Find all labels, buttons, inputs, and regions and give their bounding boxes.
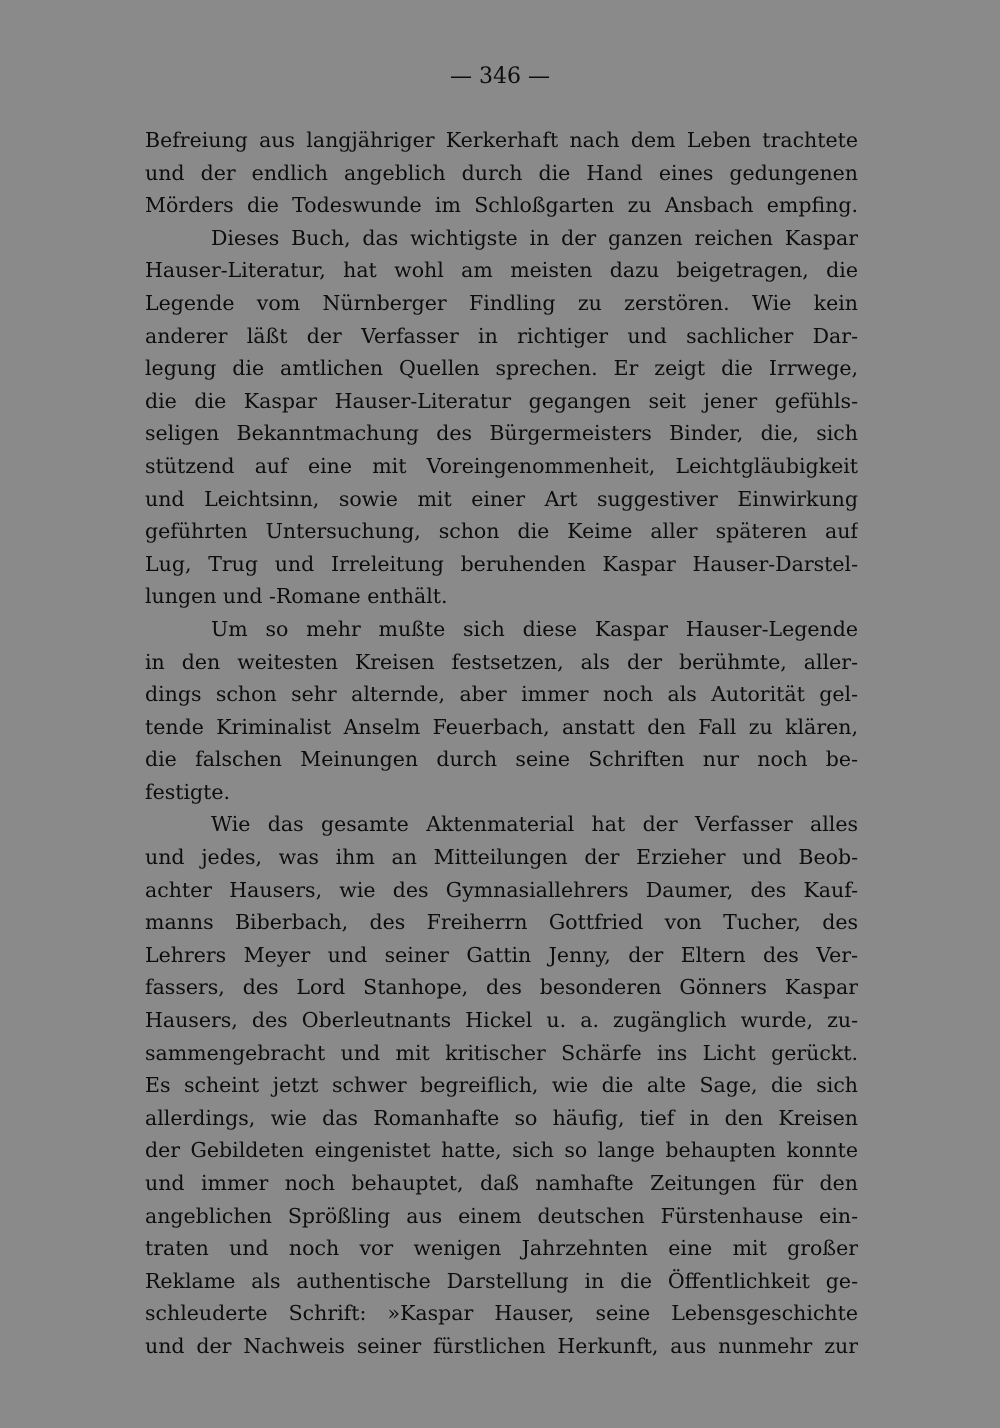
- text-line: Lehrers Meyer und seiner Gattin Jenny, der Eltern des Ver-: [145, 942, 858, 967]
- text-line: Lug, Trug und Irreleitung beruhenden Kaspar Hauser-Darstel-: [145, 551, 858, 576]
- text-line: Um so mehr mußte sich diese Kaspar Hauser-Legende: [211, 616, 858, 641]
- text-line: anderer läßt der Verfasser in richtiger und sachlicher Dar-: [145, 323, 858, 348]
- text-line: Legende vom Nürnberger Findling zu zerstören. Wie kein: [145, 290, 858, 315]
- text-line: und Leichtsinn, sowie mit einer Art suggestiver Einwirkung: [145, 486, 858, 511]
- text-line: seligen Bekanntmachung des Bürgermeisters Binder, die, sich: [145, 421, 858, 446]
- text-line: Dieses Buch, das wichtigste in der ganzen reichen Kaspar: [211, 225, 858, 250]
- text-line: und der endlich angeblich durch die Hand eines gedungenen: [145, 160, 858, 185]
- text-line: Hauser-Literatur, hat wohl am meisten dazu beigetragen, die: [145, 258, 858, 283]
- text-line: sammengebracht und mit kritischer Schärfe ins Licht gerückt.: [145, 1040, 858, 1065]
- text-line: lungen und -Romane enthält.: [145, 584, 448, 609]
- text-line: dings schon sehr alternde, aber immer noch als Autorität gel-: [145, 682, 858, 707]
- text-line: allerdings, wie das Romanhafte so häufig, tief in den Kreisen: [145, 1105, 858, 1130]
- text-line: der Gebildeten eingenistet hatte, sich so lange behaupten konnte: [145, 1138, 858, 1163]
- text-line: die falschen Meinungen durch seine Schriften nur noch be-: [145, 747, 858, 772]
- text-line: Hausers, des Oberleutnants Hickel u. a. zugänglich wurde, zu-: [145, 1008, 858, 1033]
- text-line: Befreiung aus langjähriger Kerkerhaft nach dem Leben trachtete: [145, 128, 858, 152]
- text-line: legung die amtlichen Quellen sprechen. Er zeigt die Irrwege,: [145, 356, 858, 381]
- text-line: Mörders die Todeswunde im Schloßgarten zu Ansbach empfing.: [145, 193, 858, 218]
- text-line: festigte.: [145, 779, 231, 804]
- text-line: stützend auf eine mit Voreingenommenheit, Leichtgläubigkeit: [145, 453, 858, 478]
- page-number: — 346 —: [450, 64, 550, 89]
- text-line: schleuderte Schrift: »Kaspar Hauser, seine Lebensgeschichte: [145, 1301, 858, 1326]
- text-line: Es scheint jetzt schwer begreiflich, wie die alte Sage, die sich: [145, 1073, 858, 1098]
- text-line: fassers, des Lord Stanhope, des besonderen Gönners Kaspar: [145, 975, 858, 1000]
- text-line: und immer noch behauptet, daß namhafte Zeitungen für den: [145, 1171, 858, 1195]
- text-line: achter Hausers, wie des Gymnasiallehrers Daumer, des Kauf-: [145, 877, 858, 902]
- text-line: und der Nachweis seiner fürstlichen Herkunft, aus nunmehr zur: [145, 1333, 858, 1358]
- text-line: in den weitesten Kreisen festsetzen, als der berühmte, aller-: [145, 649, 858, 674]
- body-text: [145, 124, 858, 1363]
- text-line: tende Kriminalist Anselm Feuerbach, anstatt den Fall zu klären,: [145, 714, 858, 739]
- text-line: angeblichen Sprößling aus einem deutschen Fürstenhause ein-: [145, 1203, 858, 1228]
- text-line: Wie das gesamte Aktenmaterial hat der Verfasser alles: [211, 812, 858, 837]
- text-line: traten und noch vor wenigen Jahrzehnten eine mit großer: [145, 1236, 858, 1261]
- text-line: die die Kaspar Hauser-Literatur gegangen seit jener gefühls-: [145, 388, 858, 413]
- text-line: Reklame als authentische Darstellung in die Öffentlichkeit ge-: [145, 1268, 858, 1293]
- text-line: und jedes, was ihm an Mitteilungen der Erzieher und Beob-: [145, 845, 858, 870]
- text-line: geführten Untersuchung, schon die Keime aller späteren auf: [145, 519, 858, 544]
- text-line: manns Biberbach, des Freiherrn Gottfried von Tucher, des: [145, 910, 858, 935]
